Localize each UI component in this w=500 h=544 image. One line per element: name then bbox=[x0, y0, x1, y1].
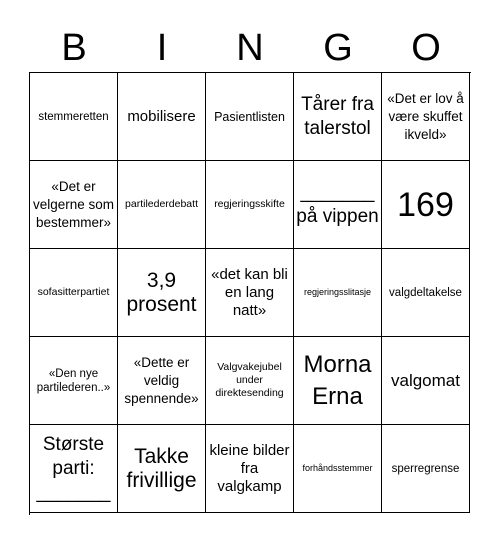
bingo-cell[interactable]: stemmeretten bbox=[30, 73, 118, 161]
bingo-cell[interactable]: 169 bbox=[382, 161, 470, 249]
bingo-cell[interactable]: «Dette er veldig spennende» bbox=[118, 337, 206, 425]
bingo-cell[interactable]: Morna Erna bbox=[294, 337, 382, 425]
bingo-cell[interactable]: valgomat bbox=[382, 337, 470, 425]
bingo-header bbox=[30, 22, 470, 74]
bingo-cell[interactable]: Pasientlisten bbox=[206, 73, 294, 161]
bingo-cell[interactable]: sperregrense bbox=[382, 425, 470, 513]
bingo-cell[interactable]: kleine bilder fra valgkamp bbox=[206, 425, 294, 513]
bingo-cell[interactable]: 3,9 prosent bbox=[118, 249, 206, 337]
bingo-cell[interactable]: regjeringsslitasje bbox=[294, 249, 382, 337]
bingo-cell[interactable]: Største parti: _______ bbox=[30, 425, 118, 513]
bingo-cell[interactable]: «det kan bli en lang natt» bbox=[206, 249, 294, 337]
bingo-cell[interactable]: partilederdebatt bbox=[118, 161, 206, 249]
header-letter-b: B bbox=[61, 27, 87, 69]
bingo-cell[interactable]: _______ på vippen bbox=[294, 161, 382, 249]
bingo-cell[interactable]: Takke frivillige bbox=[118, 425, 206, 513]
bingo-cell[interactable]: regjeringsskifte bbox=[206, 161, 294, 249]
bingo-cell[interactable]: mobilisere bbox=[118, 73, 206, 161]
bingo-cell[interactable]: valgdeltakelse bbox=[382, 249, 470, 337]
header-letter-i: I bbox=[156, 27, 168, 69]
bingo-cell[interactable]: «Det er velgerne som bestemmer» bbox=[30, 161, 118, 249]
header-letter-o: O bbox=[411, 27, 441, 69]
bingo-cell[interactable]: forhåndsstemmer bbox=[294, 425, 382, 513]
bingo-cell[interactable]: «Det er lov å være skuffet ikveld» bbox=[382, 73, 470, 161]
bingo-cell[interactable]: «Den nye partilederen..» bbox=[30, 337, 118, 425]
bingo-grid bbox=[29, 72, 471, 515]
header-letter-g: G bbox=[323, 27, 353, 69]
header-letter-n: N bbox=[236, 27, 264, 69]
bingo-cell[interactable]: Tårer fra talerstol bbox=[294, 73, 382, 161]
bingo-cell[interactable]: Valgvakejubel under direktesending bbox=[206, 337, 294, 425]
bingo-cell[interactable]: sofasitterpartiet bbox=[30, 249, 118, 337]
